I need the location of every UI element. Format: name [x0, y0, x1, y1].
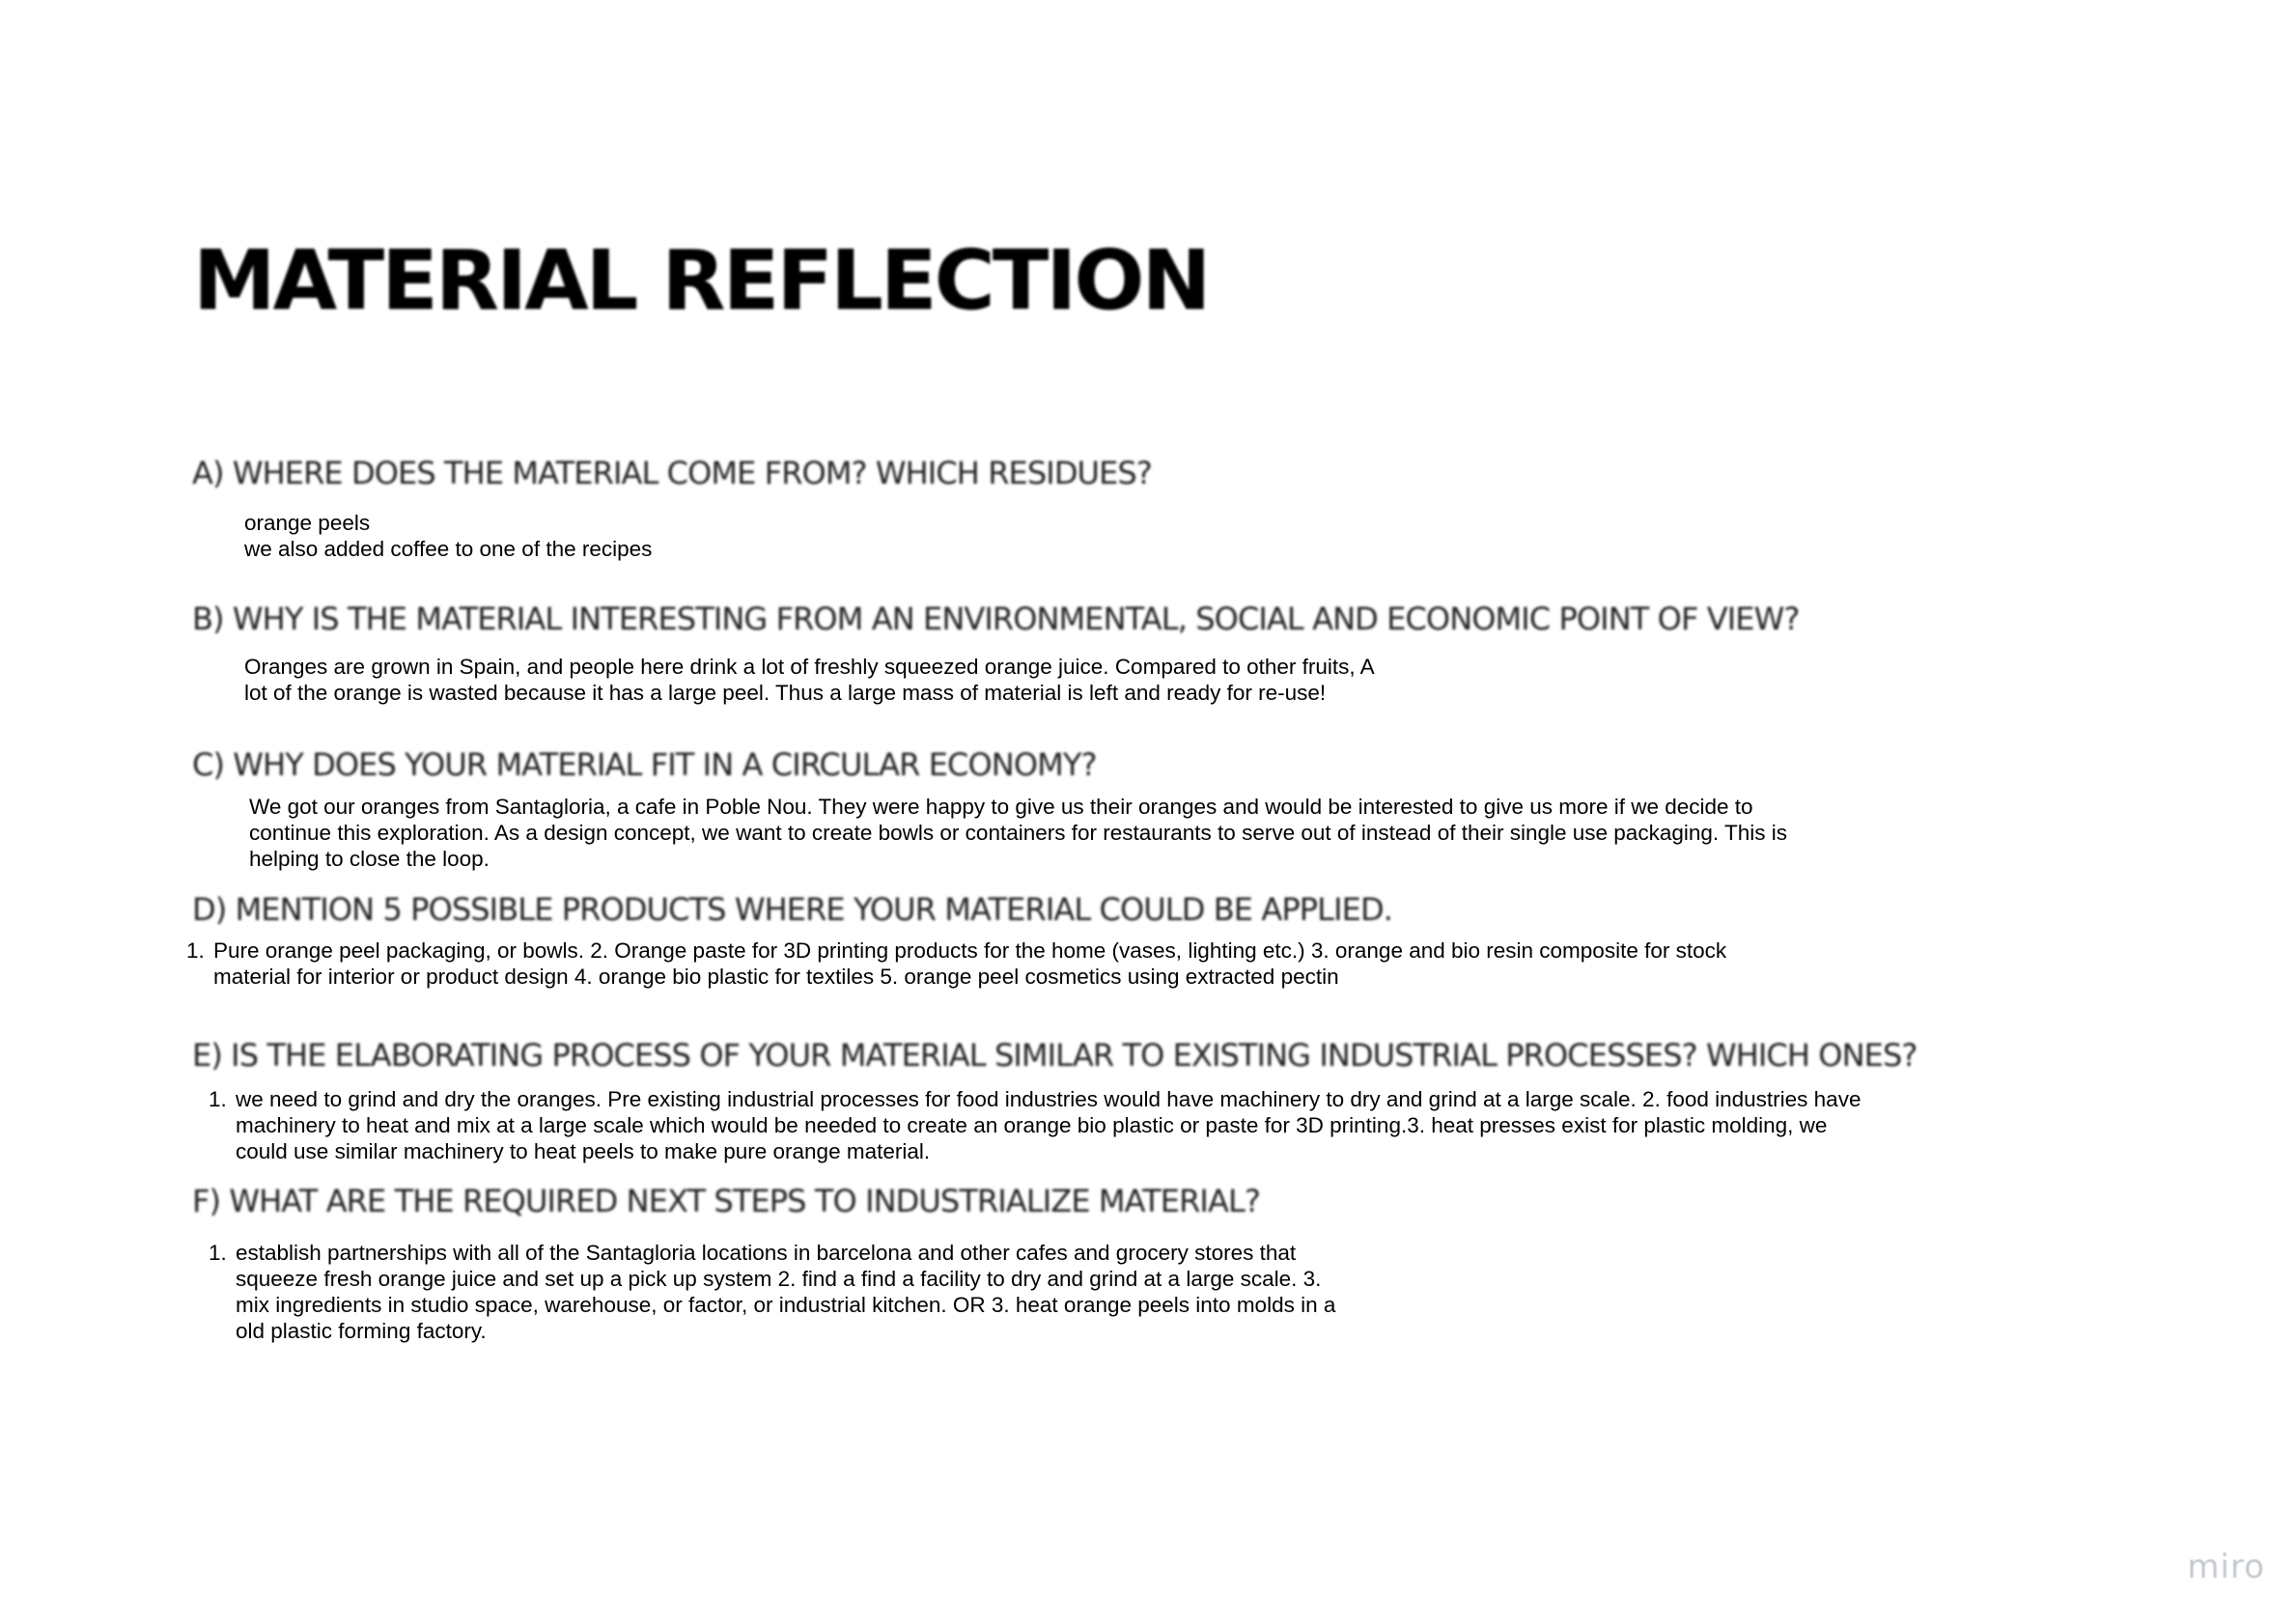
miro-logo: miro [2187, 1548, 2265, 1586]
list-number: 1. [209, 1087, 227, 1111]
list-number: 1. [209, 1241, 227, 1265]
answer-f-line: mix ingredients in studio space, warehouse, or factor, or industrial kitchen. OR 3. heat orange peels into molds in a [236, 1293, 1336, 1317]
answer-f-line: squeeze fresh orange juice and set up a pick up system 2. find a find a facility to dry and grind at a large scale. 3. [236, 1267, 1322, 1291]
list-number: 1. [186, 938, 205, 963]
question-a-heading: A) WHERE DOES THE MATERIAL COME FROM? WHICH RESIDUES? [192, 455, 1152, 491]
answer-c-line: We got our oranges from Santagloria, a cafe in Poble Nou. They were happy to give us their oranges and would be interested to give us more if we decide to [249, 795, 1753, 819]
question-d-heading: D) MENTION 5 POSSIBLE PRODUCTS WHERE YOUR MATERIAL COULD BE APPLIED. [192, 891, 1392, 928]
list-item [209, 1086, 1862, 1164]
answer-b-line: lot of the orange is wasted because it has a large peel. Thus a large mass of material is left and ready for re-use! [244, 681, 1327, 705]
answer-d-line: material for interior or product design 4. orange bio plastic for textiles 5. orange peel cosmetics using extracted pectin [213, 965, 1339, 989]
question-e-heading: E) IS THE ELABORATING PROCESS OF YOUR MATERIAL SIMILAR TO EXISTING INDUSTRIAL PROCESSES? WHICH ONES? [192, 1037, 1918, 1074]
answer-f-list [209, 1240, 1336, 1344]
answer-a-line: we also added coffee to one of the recipes [244, 537, 653, 561]
answer-b [244, 654, 1375, 706]
list-item [209, 1240, 1336, 1344]
answer-c-line: continue this exploration. As a design concept, we want to create bowls or containers for restaurants to serve out of instead of their single use packaging. This is [249, 821, 1787, 845]
answer-d-line: Pure orange peel packaging, or bowls. 2. Orange paste for 3D printing products for the home (vases, lighting etc.) 3. orange and bio resin composite for stock [213, 938, 1727, 963]
list-item [186, 937, 1727, 990]
answer-e-list [209, 1086, 1862, 1164]
answer-e-line: machinery to heat and mix at a large scale which would be needed to create an orange bio plastic or paste for 3D printing.3. heat presses exist for plastic molding, we [236, 1113, 1828, 1137]
question-c-heading: C) WHY DOES YOUR MATERIAL FIT IN A CIRCULAR ECONOMY? [192, 746, 1097, 783]
answer-f-line: establish partnerships with all of the Santagloria locations in barcelona and other cafes and grocery stores that [236, 1241, 1297, 1265]
question-b-heading: B) WHY IS THE MATERIAL INTERESTING FROM AN ENVIRONMENTAL, SOCIAL AND ECONOMIC POINT OF VIEW? [192, 601, 1800, 637]
answer-b-line: Oranges are grown in Spain, and people here drink a lot of freshly squeezed orange juice. Compared to other fruits, A [244, 655, 1375, 679]
answer-e-line: could use similar machinery to heat peels to make pure orange material. [236, 1139, 931, 1163]
answer-e-line: we need to grind and dry the oranges. Pre existing industrial processes for food industries would have machinery to dry and grind at a large scale. 2. food industries have [236, 1087, 1862, 1111]
answer-a [244, 510, 652, 562]
answer-c [249, 794, 1787, 872]
page-title: MATERIAL REFLECTION [193, 233, 1209, 329]
answer-f-line: old plastic forming factory. [236, 1319, 487, 1343]
answer-c-line: helping to close the loop. [249, 847, 490, 871]
question-f-heading: F) WHAT ARE THE REQUIRED NEXT STEPS TO INDUSTRIALIZE MATERIAL? [192, 1183, 1260, 1219]
answer-a-line: orange peels [244, 511, 371, 535]
answer-d-list [186, 937, 1727, 990]
